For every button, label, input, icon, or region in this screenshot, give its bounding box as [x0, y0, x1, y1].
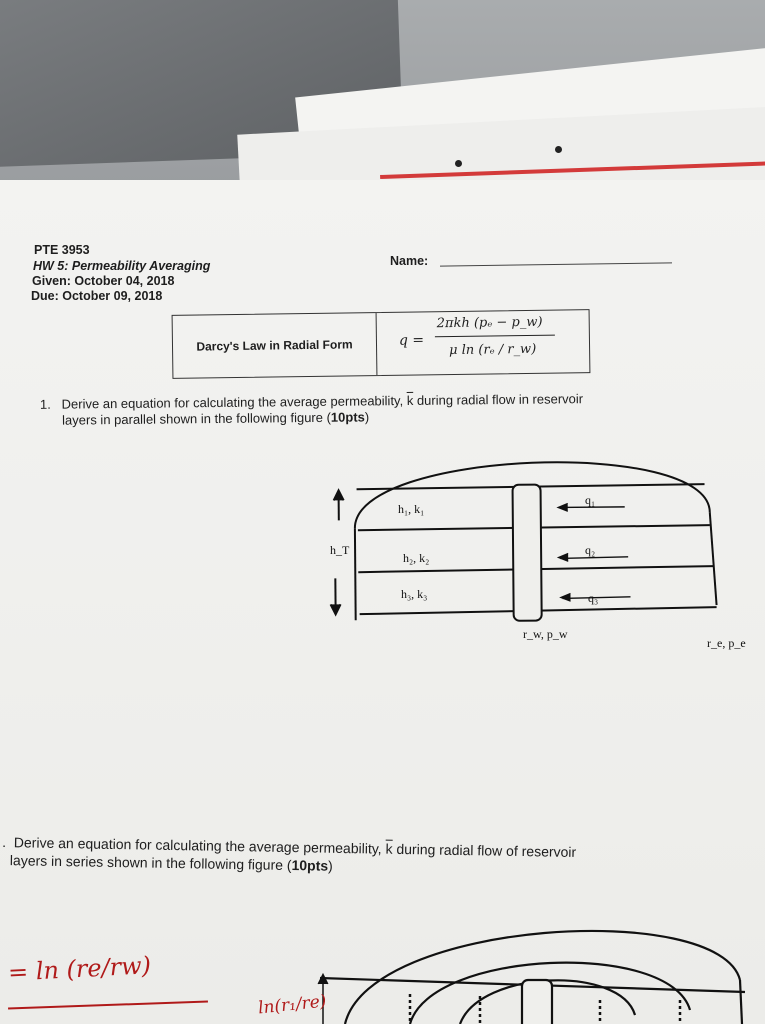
handwritten-note: ln(r₁/re) [257, 991, 328, 1019]
parallel-layers-figure [0, 420, 765, 660]
name-label: Name: [390, 254, 429, 268]
darcy-formula-box [172, 309, 591, 379]
wellbore [522, 980, 552, 1024]
formula-label: Darcy's Law in Radial Form [173, 313, 378, 378]
hole-punch-dot [455, 160, 462, 167]
flow-q2-label: q₂ [585, 543, 596, 557]
given-date: Given: October 04, 2018 [32, 274, 175, 288]
question-text: layers in series shown in the following figure ( [9, 852, 292, 874]
flow-q3-label: q₃ [588, 591, 599, 605]
outer-boundary-label: r_e, p_e [707, 636, 746, 650]
handwritten-note: = ln (re/rw) [7, 951, 152, 987]
question-text: layers in parallel shown in the following figure ( [62, 409, 331, 428]
question-text: during radial flow in reservoir [413, 391, 584, 408]
homework-title: HW 5: Permeability Averaging [33, 259, 211, 273]
question-text: ) [364, 409, 370, 425]
layer-2-label: h₂, k₂ [403, 551, 430, 565]
question-number: . [2, 833, 7, 851]
points: 10pts [330, 409, 365, 425]
formula-denominator: μ ln (rₑ / r_w) [448, 341, 537, 359]
question-number: 1. [39, 396, 51, 412]
formula-numerator: 2πkh (pₑ − p_w) [436, 314, 543, 332]
question-text: Derive an equation for calculating the average permeability, [61, 393, 407, 412]
due-date: Due: October 09, 2018 [31, 289, 163, 303]
formula-expression [377, 310, 590, 375]
layer-3-label: h₃, k₃ [401, 587, 428, 601]
layer-1-label: h₁, k₁ [398, 502, 425, 516]
total-height-label: h_T [330, 543, 350, 557]
course-code: PTE 3953 [34, 243, 90, 257]
points: 10pts [291, 857, 329, 874]
question-text: during radial flow of reservoir [392, 840, 577, 861]
fraction-bar [435, 335, 555, 338]
hole-punch-dot [555, 146, 562, 153]
k-average-symbol: $\overline{k}$ [406, 392, 414, 409]
question-text: Derive an equation for calculating the average permeability, [13, 834, 386, 857]
flow-q1-label: q₁ [585, 493, 596, 507]
wellbore-label: r_w, p_w [523, 627, 568, 641]
formula-lhs: q = [398, 332, 425, 349]
question-text: ) [327, 857, 333, 874]
wellbore [513, 485, 542, 621]
flow-arrow [560, 557, 628, 559]
k-average-symbol: $\overline{k}$ [385, 840, 393, 857]
